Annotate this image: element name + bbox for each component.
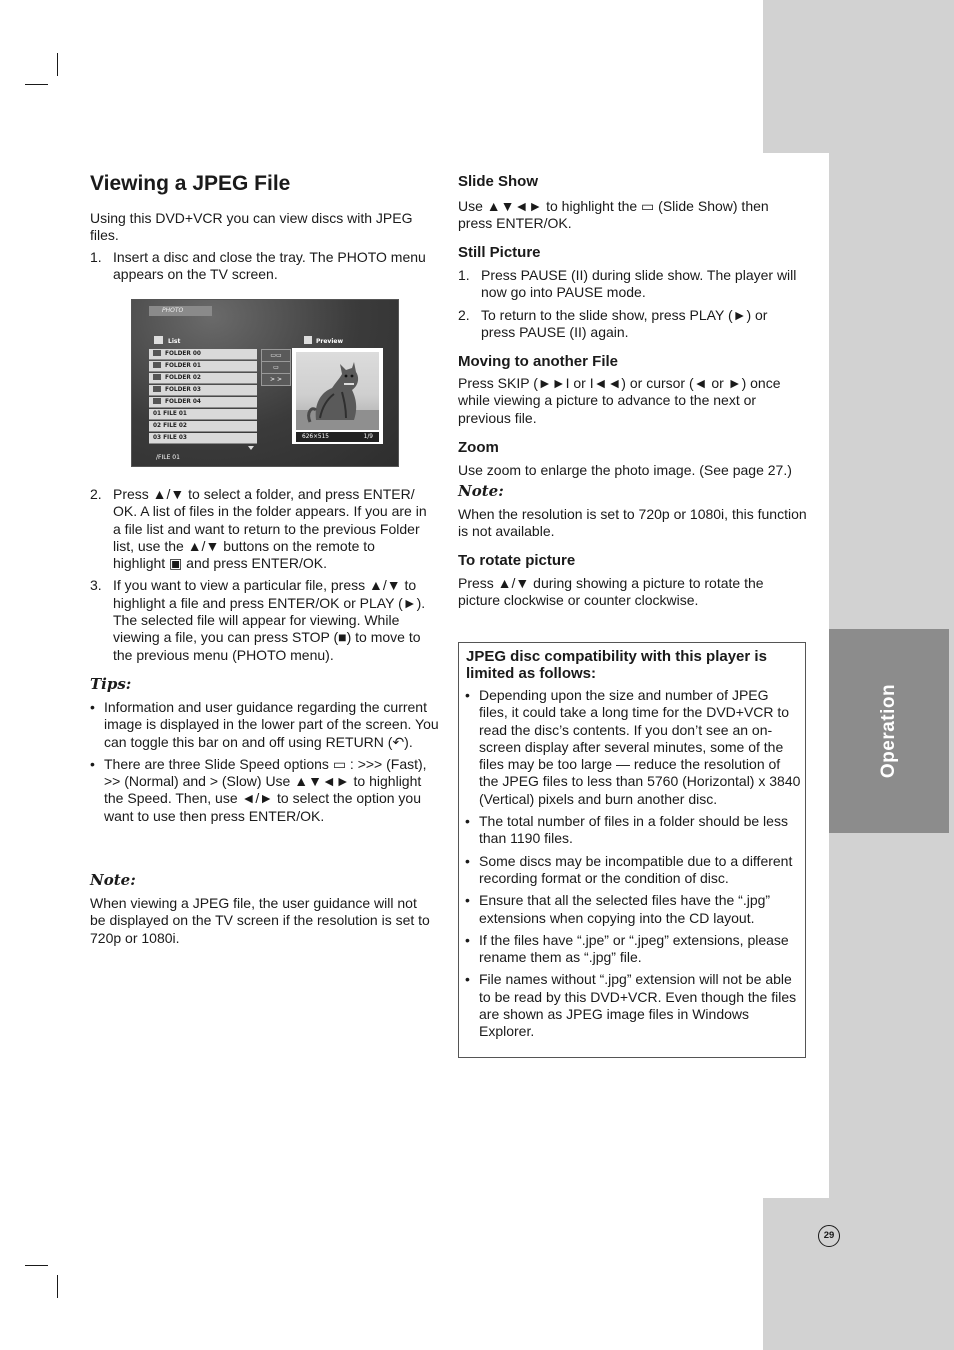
step-text: If you want to view a particular file, press ▲/▼ to highlight a file and press ENTER/OK or PLAY (►). The selected file will appear for viewing. While viewing a file, you can press STOP (■) to move to the previous menu (PHOTO menu). — [113, 577, 426, 663]
step-number: 2. — [90, 486, 102, 502]
step-number: 2. — [458, 306, 470, 323]
step-item — [458, 307, 798, 342]
page-number: 29 — [818, 1225, 840, 1247]
slide-show-button: ▭▭ — [261, 349, 291, 362]
folder-icon — [153, 362, 161, 368]
bullet: • — [465, 813, 470, 830]
note-text: When the resolution is set to 720p or 1080i, this function is not available. — [458, 506, 807, 540]
step-text: Press PAUSE (II) during slide show. The player will now go into PAUSE mode. — [481, 267, 797, 301]
section-text: Use zoom to enlarge the photo image. (See page 27.) — [458, 462, 792, 478]
crop-mark — [57, 1275, 58, 1298]
tips-list — [90, 699, 440, 825]
folder-icon — [153, 350, 161, 356]
box-heading: JPEG disc compatibility with this player is limited as follows: — [466, 648, 767, 682]
side-strip — [763, 1198, 954, 1350]
crop-mark — [57, 53, 58, 76]
step-text: Press ▲/▼ to select a folder, and press ENTER/ OK. A list of files in the folder appears. If you are in a file list and want to return to the previous Folder list, use the ▲/▼ buttons on the remote to highlight ▣ and press ENTER/OK. — [113, 486, 427, 572]
step-list — [90, 249, 438, 284]
compatibility-box — [458, 642, 806, 1058]
list-item: • Ensure that all the selected files have the “.jpg” extensions when copying into the CD layout. — [465, 892, 771, 926]
step-number: 3. — [90, 577, 102, 594]
list-item: • The total number of files in a folder should be less than 1190 files. — [465, 813, 788, 847]
note-heading: Note: — [458, 482, 504, 500]
step-item — [458, 267, 798, 302]
list-item: • Some discs may be incompatible due to a different recording format or the condition of disc. — [465, 852, 793, 886]
intro-text: Using this DVD+VCR you can view discs with JPEG files. — [90, 210, 413, 244]
photo-menu-screenshot — [131, 299, 399, 467]
list-item: FOLDER 02 — [149, 373, 257, 384]
list-item: 02 FILE 02 — [149, 421, 257, 432]
list-title: List — [168, 338, 181, 345]
step-item — [90, 249, 438, 284]
current-file-label: /FILE 01 — [156, 454, 180, 461]
list-icon — [154, 336, 163, 344]
step-list — [90, 486, 430, 664]
step-item — [90, 486, 430, 572]
folder-icon — [153, 398, 161, 404]
list-item — [90, 699, 440, 751]
section-heading: Moving to another File — [458, 353, 618, 370]
preview-info-bar — [296, 432, 379, 442]
section-heading: Zoom — [458, 439, 499, 456]
tip-text: There are three Slide Speed options ▭ : >>> (Fast), >> (Normal) and > (Slow) Use ▲▼◄► to highlight the Speed. Then, use ◄/► to select the option you want to use then press ENTER/OK. — [104, 755, 427, 824]
step-text: Insert a disc and close the tray. The PHOTO menu appears on the TV screen. — [113, 249, 426, 283]
speed-button: > > — [261, 373, 291, 386]
section-heading: Still Picture — [458, 244, 541, 261]
section-text: Press ▲/▼ during showing a picture to rotate the picture clockwise or counter clockwise. — [458, 575, 764, 609]
still-button: ▭ — [261, 361, 291, 374]
bullet: • — [465, 852, 470, 869]
compatibility-list — [465, 687, 801, 1041]
note-text: When viewing a JPEG file, the user guidance will not be displayed on the TV screen if the resolution is set to 720p or 1080i. — [90, 895, 430, 946]
section-tab — [829, 629, 949, 833]
cat-photo — [296, 352, 379, 430]
step-number: 1. — [90, 249, 102, 265]
note-heading: Note: — [90, 871, 136, 889]
section-text: Use ▲▼◄► to highlight the ▭ (Slide Show) then press ENTER/OK. — [458, 198, 769, 232]
section-heading: Slide Show — [458, 173, 539, 190]
folder-icon — [153, 386, 161, 392]
list-item: 03 FILE 03 — [149, 433, 257, 444]
scroll-down-icon — [248, 446, 254, 450]
list-item: FOLDER 03 — [149, 385, 257, 396]
photo-menu-tab: PHOTO — [149, 306, 212, 316]
bullet: • — [465, 687, 470, 703]
page-title: Viewing a JPEG File — [90, 172, 291, 195]
folder-icon — [153, 374, 161, 380]
list-item: FOLDER 01 — [149, 361, 257, 372]
list-item: • If the files have “.jpe” or “.jpeg” extensions, please rename them as “.jpg” file. — [465, 931, 789, 966]
step-text: To return to the slide show, press PLAY (►) or press PAUSE (II) again. — [481, 306, 768, 340]
section-heading: To rotate picture — [458, 552, 576, 569]
step-item — [90, 577, 430, 663]
section-text: Press SKIP (►►I or I◄◄) or cursor (◄ or ►) once while viewing a picture to advance to the next or previous file. — [458, 375, 781, 426]
preview-count: 1/9 — [363, 434, 373, 440]
preview-resolution: 626×515 — [302, 434, 329, 440]
list-item: • File names without “.jpg” extension will not be able to be read by this DVD+VCR. Even though the files are shown as JPEG image files in Windows Explorer. — [465, 971, 797, 1040]
list-item: 01 FILE 01 — [149, 409, 257, 420]
crop-mark — [25, 1265, 48, 1266]
section-tab-label: Operation — [878, 683, 899, 779]
crop-mark — [25, 84, 48, 85]
list-item: • Depending upon the size and number of JPEG files, it could take a long time for the DVD+VCR to read the disc’s contents. If you don’t see an on-screen display after several minutes, some of the files may be too large — reduce the resolution of the JPEG files to less than 5760 (Horizontal) x 3840 (Vertical) pixels and burn another disc. — [465, 687, 801, 807]
bullet: • — [90, 755, 95, 772]
bullet: • — [465, 892, 470, 909]
side-strip — [763, 0, 954, 153]
bullet: • — [465, 931, 470, 948]
list-item — [90, 756, 440, 825]
list-item: FOLDER 00 — [149, 349, 257, 360]
preview-title: Preview — [316, 338, 344, 345]
list-item: FOLDER 04 — [149, 397, 257, 408]
tip-text: Information and user guidance regarding the current image is displayed in the lower part of the screen. You can toggle this bar on and off using RETURN (↶). — [104, 699, 439, 750]
step-number: 1. — [458, 267, 470, 283]
tips-heading: Tips: — [90, 675, 132, 693]
preview-icon — [304, 336, 312, 344]
bullet: • — [90, 699, 95, 715]
bullet: • — [465, 971, 470, 988]
still-steps — [458, 267, 798, 341]
preview-image — [296, 352, 379, 430]
